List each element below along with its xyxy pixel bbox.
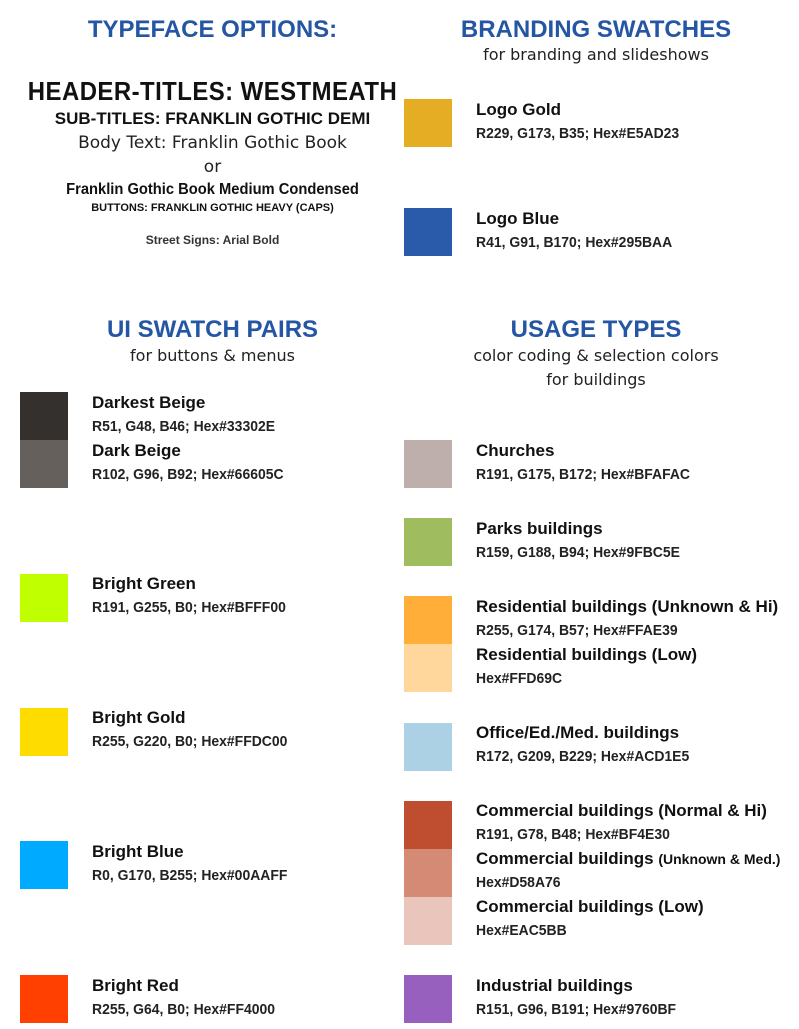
swatch-value: R255, G64, B0; Hex#FF4000 bbox=[92, 1001, 276, 1018]
swatch-name bbox=[476, 849, 780, 869]
condensed-sample: Franklin Gothic Book Medium Condensed bbox=[66, 181, 359, 198]
swatch-value: Hex#D58A76 bbox=[476, 874, 561, 891]
color-chip bbox=[404, 644, 452, 692]
swatch-name: Logo Blue bbox=[476, 209, 560, 228]
swatch-name: Industrial buildings bbox=[476, 976, 633, 995]
color-chip bbox=[404, 723, 452, 771]
swatch-name: Logo Gold bbox=[476, 100, 561, 119]
sub-titles-sample: SUB-TITLES: FRANKLIN GOTHIC DEMI bbox=[54, 109, 371, 128]
color-chip bbox=[20, 841, 68, 889]
swatch-value: R255, G220, B0; Hex#FFDC00 bbox=[92, 733, 288, 750]
usage-heading: USAGE TYPES bbox=[510, 316, 682, 343]
color-chip bbox=[404, 208, 452, 256]
ui-swatch-heading: UI SWATCH PAIRS bbox=[106, 316, 319, 343]
swatch-name: Bright Blue bbox=[92, 842, 184, 861]
color-chip bbox=[20, 574, 68, 622]
swatch-value: R172, G209, B229; Hex#ACD1E5 bbox=[476, 748, 690, 765]
swatch-value: R102, G96, B92; Hex#66605C bbox=[92, 466, 284, 483]
street-signs-sample: Street Signs: Arial Bold bbox=[145, 233, 280, 247]
color-chip bbox=[20, 392, 68, 440]
swatch-value: R51, G48, B46; Hex#33302E bbox=[92, 418, 276, 435]
swatch-name: Commercial buildings (Low) bbox=[476, 897, 704, 916]
color-chip bbox=[404, 801, 452, 849]
swatch-name: Churches bbox=[476, 441, 555, 460]
branding-subheading: for branding and slideshows bbox=[483, 45, 709, 64]
usage-subheading-line2: for buildings bbox=[546, 370, 646, 389]
swatch-name: Residential buildings (Unknown & Hi) bbox=[476, 597, 779, 616]
swatch-name: Commercial buildings (Normal & Hi) bbox=[476, 801, 767, 820]
header-titles-sample: HEADER-TITLES: WESTMEATH bbox=[27, 76, 398, 106]
color-chip bbox=[404, 897, 452, 945]
swatch-name: Bright Green bbox=[92, 574, 196, 593]
color-chip bbox=[404, 99, 452, 147]
color-chip bbox=[404, 596, 452, 644]
color-chip bbox=[20, 440, 68, 488]
color-chip bbox=[20, 975, 68, 1023]
swatch-name-suffix: (Unknown & Med.) bbox=[658, 851, 781, 867]
swatch-value: R229, G173, B35; Hex#E5AD23 bbox=[476, 125, 680, 142]
typeface-heading: TYPEFACE OPTIONS: bbox=[87, 16, 338, 43]
color-chip bbox=[404, 518, 452, 566]
or-separator: or bbox=[203, 157, 222, 177]
body-text-sample: Body Text: Franklin Gothic Book bbox=[78, 133, 347, 153]
swatch-value: R151, G96, B191; Hex#9760BF bbox=[476, 1001, 677, 1018]
swatch-value: R191, G175, B172; Hex#BFAFAC bbox=[476, 466, 691, 483]
swatch-value: R191, G255, B0; Hex#BFFF00 bbox=[92, 599, 286, 616]
usage-subheading-line1: color coding & selection colors bbox=[473, 346, 719, 365]
swatch-value: R255, G174, B57; Hex#FFAE39 bbox=[476, 622, 678, 639]
swatch-value: Hex#EAC5BB bbox=[476, 922, 567, 939]
swatch-value: Hex#FFD69C bbox=[476, 670, 563, 687]
swatch-name: Darkest Beige bbox=[92, 393, 206, 412]
branding-heading: BRANDING SWATCHES bbox=[460, 16, 732, 43]
color-chip bbox=[404, 849, 452, 897]
color-chip bbox=[404, 975, 452, 1023]
color-chip bbox=[404, 440, 452, 488]
buttons-sample: BUTTONS: FRANKLIN GOTHIC HEAVY (CAPS) bbox=[91, 202, 334, 214]
swatch-value: R0, G170, B255; Hex#00AAFF bbox=[92, 867, 288, 884]
swatch-name-main: Commercial buildings bbox=[476, 849, 654, 868]
ui-swatch-subheading: for buttons & menus bbox=[130, 346, 295, 365]
color-chip bbox=[20, 708, 68, 756]
swatch-name: Bright Gold bbox=[92, 708, 186, 727]
swatch-name: Residential buildings (Low) bbox=[476, 645, 697, 664]
swatch-name: Bright Red bbox=[92, 976, 179, 995]
swatch-value: R41, G91, B170; Hex#295BAA bbox=[476, 234, 673, 251]
swatch-value: R191, G78, B48; Hex#BF4E30 bbox=[476, 826, 670, 843]
swatch-name: Dark Beige bbox=[92, 441, 181, 460]
swatch-name: Office/Ed./Med. buildings bbox=[476, 723, 680, 742]
swatch-value: R159, G188, B94; Hex#9FBC5E bbox=[476, 544, 680, 561]
swatch-name: Parks buildings bbox=[476, 519, 603, 538]
